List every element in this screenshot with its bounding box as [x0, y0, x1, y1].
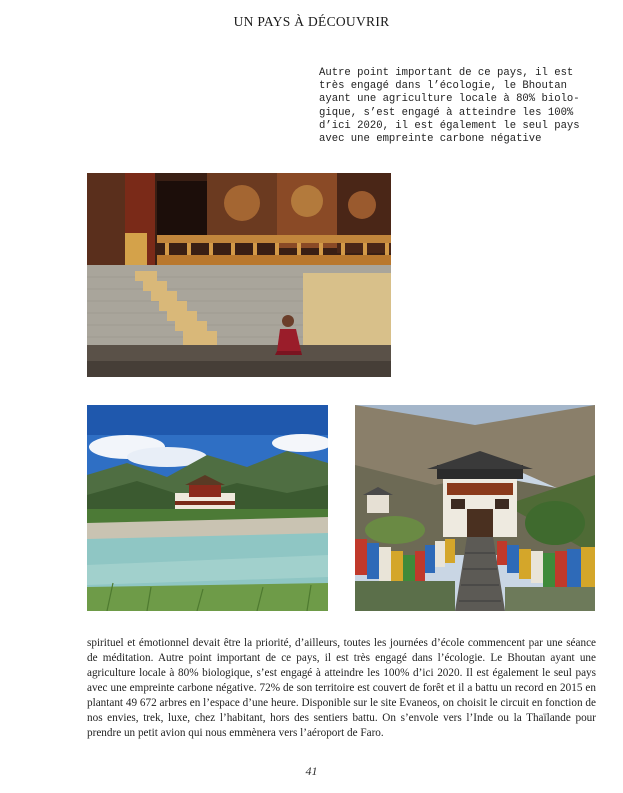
pull-quote: Autre point important de ce pays, il est très engagé dans l’écologie, le Bhoutan ayant une agriculture locale à 80% biolo-gique, s’est engagé à atteindre les 100% d’ici 2020, il est également le seul pays avec une empreinte carbone négative	[319, 67, 580, 146]
photo-bridge-prayer-flags	[355, 405, 595, 611]
photo-dzong-river	[87, 405, 328, 611]
page-number: 41	[305, 764, 318, 778]
page-header-title: UN PAYS À DÉCOUVRIR	[233, 14, 390, 29]
article-body-paragraph: spirituel et émotionnel devait être la priorité, d’ailleurs, toutes les journées d’école commencent par une séance de méditation. Autre point important de ce pays, il est très engagé dans l’écologie. Le Bhoutan ayant une agriculture locale à 80% biologique, s’est engagé à atteindre les 100% d’ici 2020. Il est également le seul pays avec une empreinte carbone négative. 72% de son territoire est couvert de forêt et il a battu un record en 2015 en plantant 49 672 arbres en l’espace d’une heure. Disponible sur le site Evaneos, on choisit le circuit en fonction de nos envies, trek, luxe, chez l’habitant, hors des sentiers battu. On s’envole vers l’Inde ou la Thaïlande pour prendre un petit avion qui nous emmènera vers l’aéroport de Faro.	[87, 637, 596, 739]
photo-monk-temple	[87, 173, 391, 377]
